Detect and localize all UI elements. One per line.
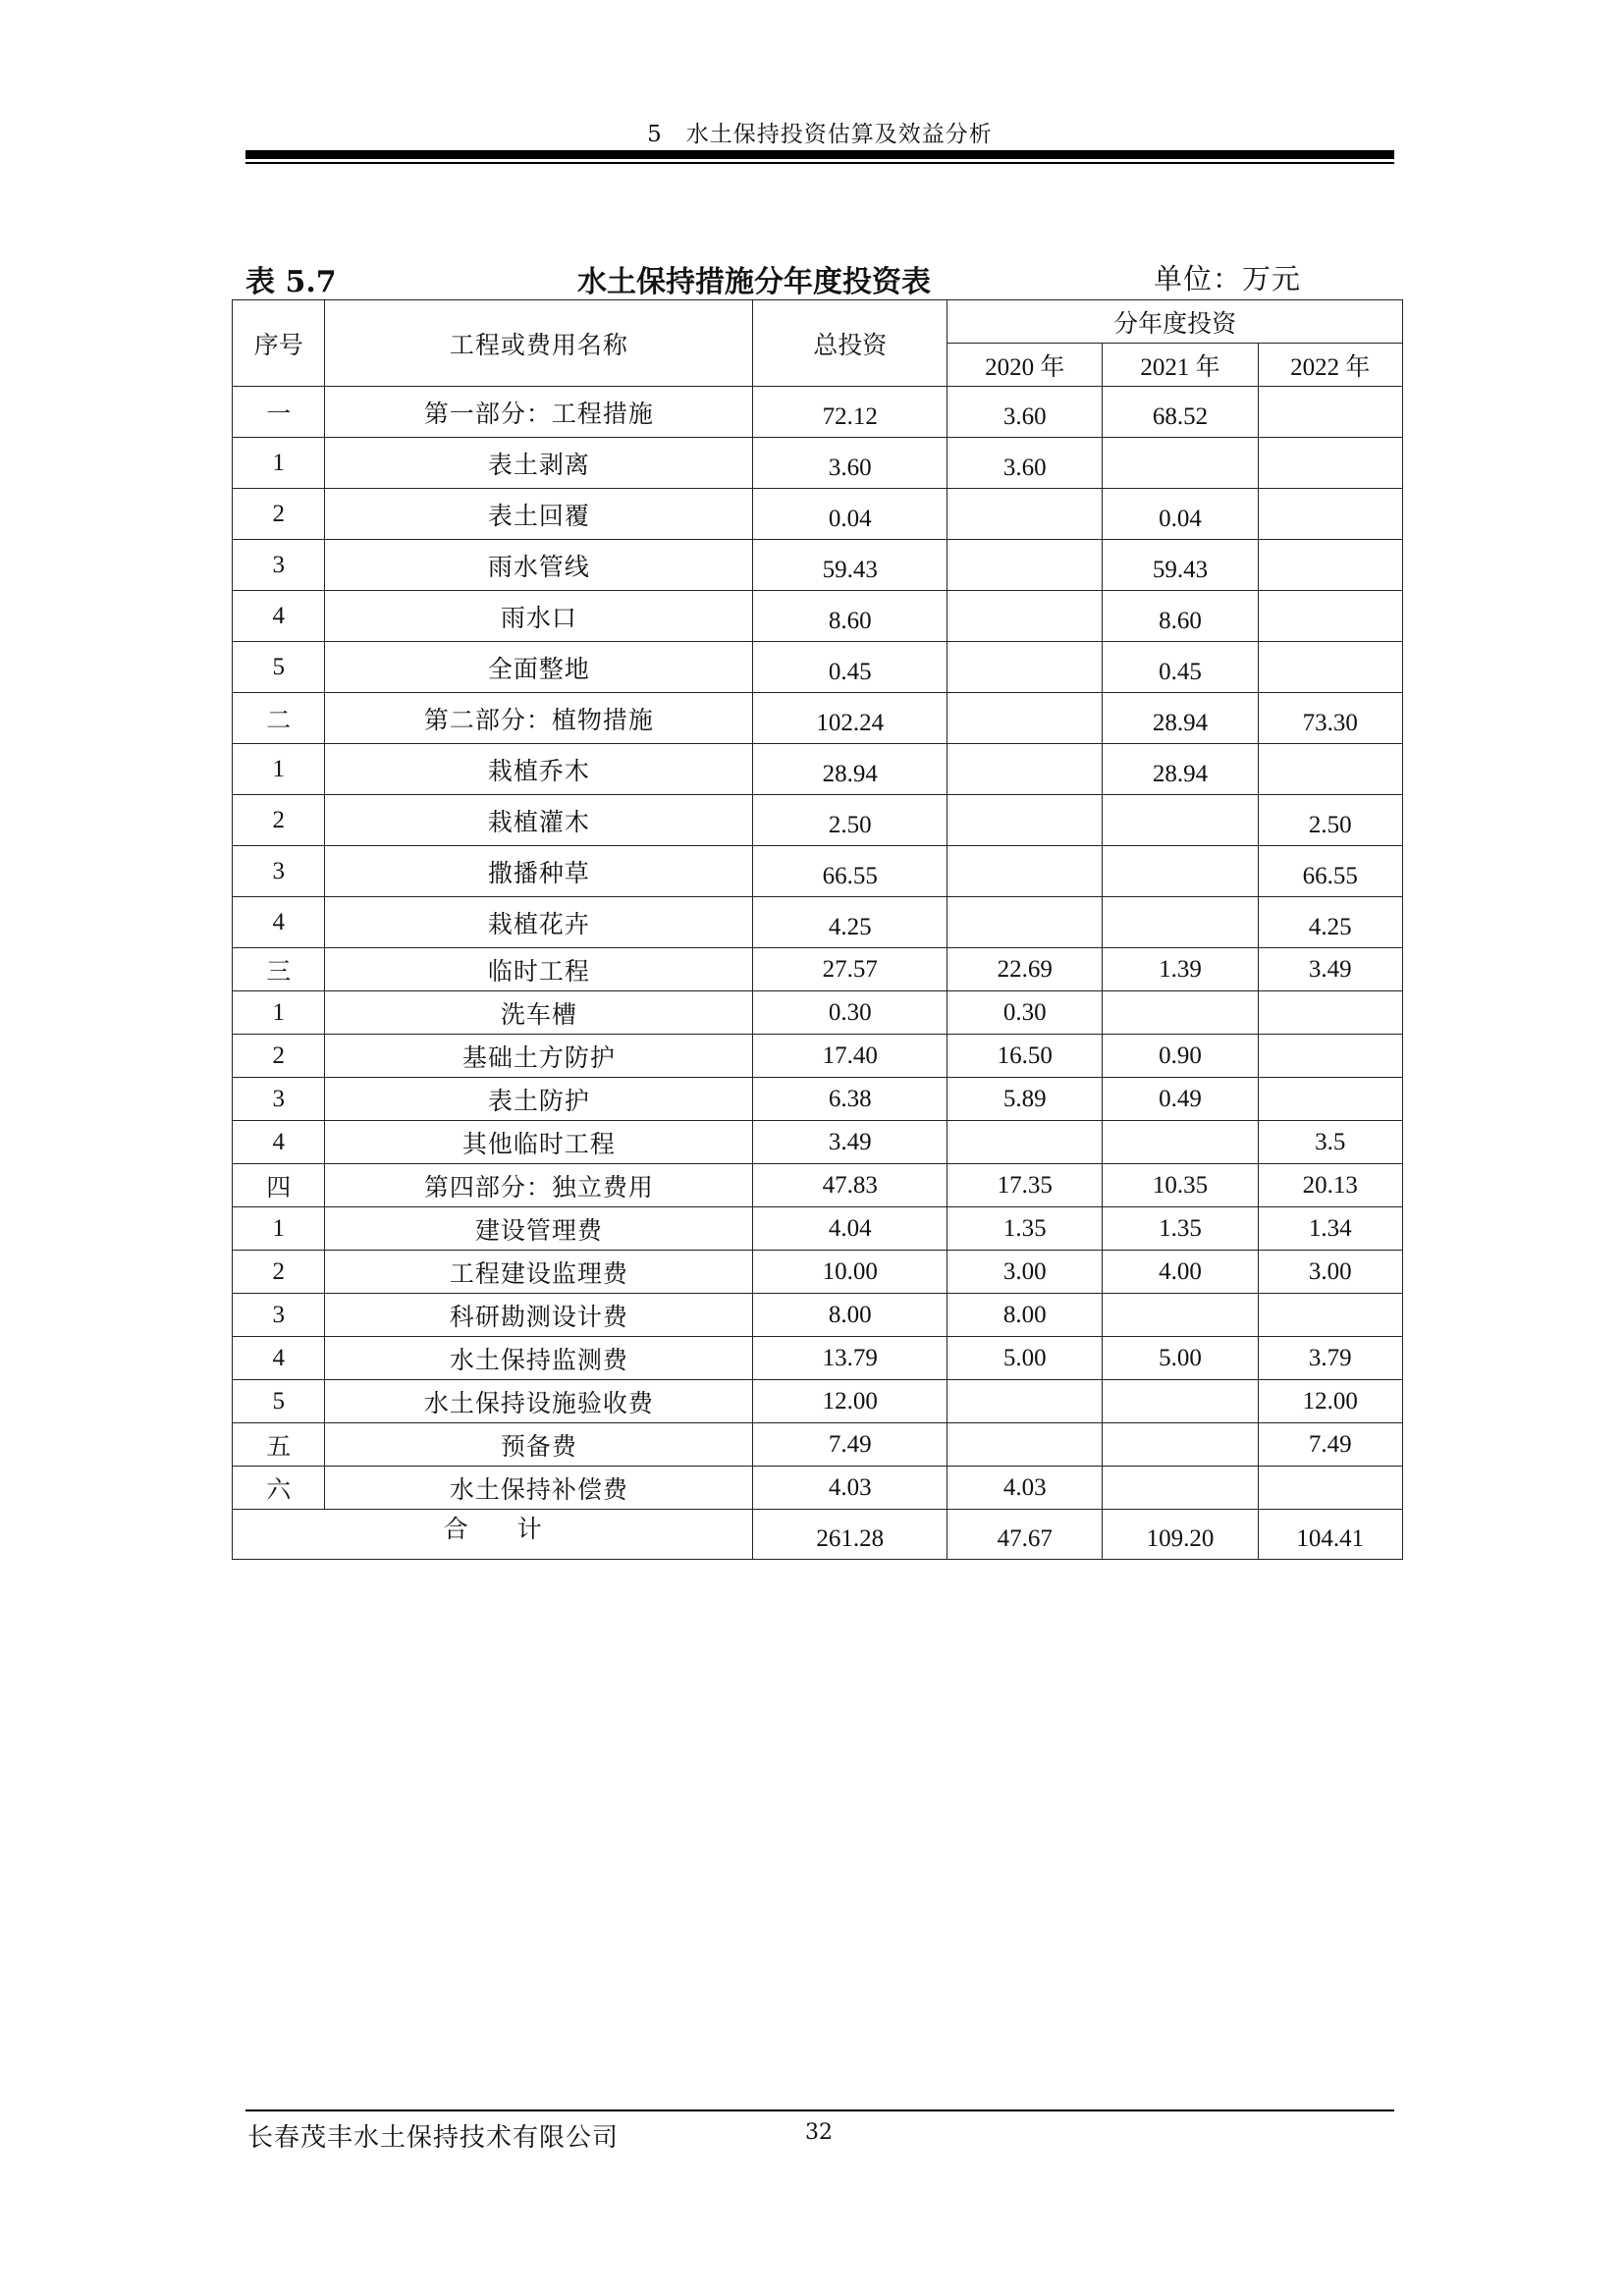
table-row bbox=[233, 1121, 1403, 1164]
table-unit: 单位：万元 bbox=[1154, 262, 1302, 295]
header-rule-thick bbox=[245, 150, 1394, 159]
cell-seq: 1 bbox=[233, 744, 325, 795]
cell-y2020 bbox=[947, 642, 1103, 693]
cell-y2021: 0.04 bbox=[1103, 489, 1258, 540]
page-number: 32 bbox=[805, 2120, 833, 2145]
cell-name: 基础土方防护 bbox=[325, 1035, 753, 1078]
cell-y2022: 3.49 bbox=[1258, 948, 1402, 991]
header-year-2021: 2021 年 bbox=[1103, 344, 1258, 387]
cell-y2021 bbox=[1103, 1423, 1258, 1467]
cell-y2021: 59.43 bbox=[1103, 540, 1258, 591]
table-row bbox=[233, 591, 1403, 642]
cell-y2021 bbox=[1103, 1121, 1258, 1164]
cell-y2020 bbox=[947, 693, 1103, 744]
cell-total: 6.38 bbox=[753, 1078, 947, 1121]
cell-y2022 bbox=[1258, 1035, 1402, 1078]
cell-y2022: 1.34 bbox=[1258, 1207, 1402, 1251]
table-row bbox=[233, 795, 1403, 846]
table-row bbox=[233, 1164, 1403, 1207]
cell-y2020: 22.69 bbox=[947, 948, 1103, 991]
cell-name: 表土防护 bbox=[325, 1078, 753, 1121]
cell-y2021: 28.94 bbox=[1103, 744, 1258, 795]
cell-name: 栽植灌木 bbox=[325, 795, 753, 846]
cell-name: 第一部分：工程措施 bbox=[325, 387, 753, 438]
cell-y2021: 0.49 bbox=[1103, 1078, 1258, 1121]
cell-seq: 2 bbox=[233, 1035, 325, 1078]
cell-total: 28.94 bbox=[753, 744, 947, 795]
cell-total: 4.04 bbox=[753, 1207, 947, 1251]
cell-total: 27.57 bbox=[753, 948, 947, 991]
header-year-2022: 2022 年 bbox=[1258, 344, 1402, 387]
cell-y2021 bbox=[1103, 897, 1258, 948]
table-row bbox=[233, 744, 1403, 795]
cell-total: 7.49 bbox=[753, 1423, 947, 1467]
cell-y2022 bbox=[1258, 1078, 1402, 1121]
cell-y2020 bbox=[947, 897, 1103, 948]
table-total-row bbox=[233, 1510, 1403, 1560]
table-row bbox=[233, 693, 1403, 744]
cell-name: 其他临时工程 bbox=[325, 1121, 753, 1164]
header-year-2020: 2020 年 bbox=[947, 344, 1103, 387]
table-row bbox=[233, 489, 1403, 540]
cell-y2020 bbox=[947, 795, 1103, 846]
table-row bbox=[233, 1294, 1403, 1337]
cell-total: 0.04 bbox=[753, 489, 947, 540]
cell-y2020: 3.60 bbox=[947, 438, 1103, 489]
header-rule-thin bbox=[245, 162, 1394, 164]
cell-total: 4.25 bbox=[753, 897, 947, 948]
cell-y2022 bbox=[1258, 642, 1402, 693]
table-body bbox=[233, 387, 1403, 1560]
cell-name: 表土剥离 bbox=[325, 438, 753, 489]
cell-y2022 bbox=[1258, 591, 1402, 642]
cell-y2021 bbox=[1103, 991, 1258, 1035]
cell-name: 栽植乔木 bbox=[325, 744, 753, 795]
cell-seq: 4 bbox=[233, 897, 325, 948]
cell-seq: 3 bbox=[233, 1294, 325, 1337]
cell-y2021 bbox=[1103, 1294, 1258, 1337]
table-row bbox=[233, 540, 1403, 591]
cell-y2020: 3.60 bbox=[947, 387, 1103, 438]
header-name: 工程或费用名称 bbox=[325, 300, 753, 387]
cell-seq: 1 bbox=[233, 1207, 325, 1251]
cell-y2021 bbox=[1103, 1467, 1258, 1510]
cell-y2020 bbox=[947, 1423, 1103, 1467]
table-row bbox=[233, 1251, 1403, 1294]
investment-table bbox=[232, 299, 1403, 1560]
table-row bbox=[233, 897, 1403, 948]
table-header-row bbox=[233, 300, 1403, 344]
cell-y2022 bbox=[1258, 438, 1402, 489]
cell-y2020: 16.50 bbox=[947, 1035, 1103, 1078]
table-row bbox=[233, 948, 1403, 991]
cell-total: 3.49 bbox=[753, 1121, 947, 1164]
cell-y2022: 7.49 bbox=[1258, 1423, 1402, 1467]
cell-y2021: 0.45 bbox=[1103, 642, 1258, 693]
cell-y2021: 1.35 bbox=[1103, 1207, 1258, 1251]
table-number: 表 5.7 bbox=[245, 265, 337, 299]
cell-y2022 bbox=[1258, 489, 1402, 540]
cell-y2020: 8.00 bbox=[947, 1294, 1103, 1337]
table-row bbox=[233, 1207, 1403, 1251]
cell-seq: 5 bbox=[233, 1380, 325, 1423]
cell-y2022: 2.50 bbox=[1258, 795, 1402, 846]
cell-name: 水土保持补偿费 bbox=[325, 1467, 753, 1510]
cell-y2021 bbox=[1103, 846, 1258, 897]
cell-name: 栽植花卉 bbox=[325, 897, 753, 948]
cell-seq: 三 bbox=[233, 948, 325, 991]
cell-total: 13.79 bbox=[753, 1337, 947, 1380]
cell-y2022 bbox=[1258, 991, 1402, 1035]
cell-y2022: 20.13 bbox=[1258, 1164, 1402, 1207]
cell-seq: 3 bbox=[233, 846, 325, 897]
cell-y2022: 66.55 bbox=[1258, 846, 1402, 897]
cell-total: 59.43 bbox=[753, 540, 947, 591]
cell-seq: 2 bbox=[233, 795, 325, 846]
cell-seq: 六 bbox=[233, 1467, 325, 1510]
cell-seq: 4 bbox=[233, 591, 325, 642]
table-title: 水土保持措施分年度投资表 bbox=[577, 265, 931, 299]
cell-y2020 bbox=[947, 591, 1103, 642]
cell-y2021: 4.00 bbox=[1103, 1251, 1258, 1294]
cell-seq: 五 bbox=[233, 1423, 325, 1467]
cell-total: 3.60 bbox=[753, 438, 947, 489]
cell-name: 表土回覆 bbox=[325, 489, 753, 540]
cell-y2022: 3.00 bbox=[1258, 1251, 1402, 1294]
cell-y2021: 10.35 bbox=[1103, 1164, 1258, 1207]
cell-y2020 bbox=[947, 744, 1103, 795]
header-annual: 分年度投资 bbox=[947, 300, 1403, 344]
cell-y2021: 5.00 bbox=[1103, 1337, 1258, 1380]
cell-total: 4.03 bbox=[753, 1467, 947, 1510]
table-row bbox=[233, 438, 1403, 489]
cell-seq: 3 bbox=[233, 540, 325, 591]
cell-name: 洗车槽 bbox=[325, 991, 753, 1035]
cell-y2022 bbox=[1258, 1294, 1402, 1337]
cell-y2021: 8.60 bbox=[1103, 591, 1258, 642]
total-cell-y2021: 109.20 bbox=[1103, 1510, 1258, 1560]
cell-y2021 bbox=[1103, 438, 1258, 489]
cell-total: 8.60 bbox=[753, 591, 947, 642]
header-total: 总投资 bbox=[753, 300, 947, 387]
cell-name: 工程建设监理费 bbox=[325, 1251, 753, 1294]
table-row bbox=[233, 1078, 1403, 1121]
table-row bbox=[233, 1380, 1403, 1423]
cell-name: 雨水管线 bbox=[325, 540, 753, 591]
footer-company: 长春茂丰水土保持技术有限公司 bbox=[247, 2123, 620, 2153]
cell-y2021: 28.94 bbox=[1103, 693, 1258, 744]
cell-y2022 bbox=[1258, 744, 1402, 795]
cell-y2020: 1.35 bbox=[947, 1207, 1103, 1251]
cell-total: 0.30 bbox=[753, 991, 947, 1035]
cell-name: 第四部分：独立费用 bbox=[325, 1164, 753, 1207]
cell-name: 建设管理费 bbox=[325, 1207, 753, 1251]
cell-name: 撒播种草 bbox=[325, 846, 753, 897]
cell-y2022 bbox=[1258, 1467, 1402, 1510]
cell-name: 雨水口 bbox=[325, 591, 753, 642]
table-row bbox=[233, 991, 1403, 1035]
total-label: 合 计 bbox=[233, 1510, 753, 1560]
table-row bbox=[233, 1423, 1403, 1467]
cell-y2020 bbox=[947, 540, 1103, 591]
cell-total: 47.83 bbox=[753, 1164, 947, 1207]
cell-y2020 bbox=[947, 846, 1103, 897]
cell-seq: 2 bbox=[233, 489, 325, 540]
cell-y2021 bbox=[1103, 1380, 1258, 1423]
table-row bbox=[233, 1467, 1403, 1510]
cell-total: 17.40 bbox=[753, 1035, 947, 1078]
cell-seq: 2 bbox=[233, 1251, 325, 1294]
cell-y2020: 17.35 bbox=[947, 1164, 1103, 1207]
cell-y2020 bbox=[947, 489, 1103, 540]
cell-name: 预备费 bbox=[325, 1423, 753, 1467]
cell-name: 水土保持设施验收费 bbox=[325, 1380, 753, 1423]
cell-name: 全面整地 bbox=[325, 642, 753, 693]
cell-y2022: 4.25 bbox=[1258, 897, 1402, 948]
cell-y2021: 1.39 bbox=[1103, 948, 1258, 991]
cell-total: 2.50 bbox=[753, 795, 947, 846]
cell-y2020 bbox=[947, 1121, 1103, 1164]
cell-total: 102.24 bbox=[753, 693, 947, 744]
cell-y2021 bbox=[1103, 795, 1258, 846]
cell-name: 水土保持监测费 bbox=[325, 1337, 753, 1380]
cell-total: 12.00 bbox=[753, 1380, 947, 1423]
cell-y2022: 12.00 bbox=[1258, 1380, 1402, 1423]
cell-total: 72.12 bbox=[753, 387, 947, 438]
cell-y2022: 3.79 bbox=[1258, 1337, 1402, 1380]
cell-y2022: 73.30 bbox=[1258, 693, 1402, 744]
cell-total: 10.00 bbox=[753, 1251, 947, 1294]
cell-seq: 3 bbox=[233, 1078, 325, 1121]
cell-y2021: 0.90 bbox=[1103, 1035, 1258, 1078]
cell-total: 0.45 bbox=[753, 642, 947, 693]
cell-seq: 1 bbox=[233, 991, 325, 1035]
total-cell-y2020: 47.67 bbox=[947, 1510, 1103, 1560]
footer-rule bbox=[245, 2109, 1394, 2111]
cell-seq: 四 bbox=[233, 1164, 325, 1207]
header-seq: 序号 bbox=[233, 300, 325, 387]
cell-name: 第二部分：植物措施 bbox=[325, 693, 753, 744]
total-cell-total: 261.28 bbox=[753, 1510, 947, 1560]
table-row bbox=[233, 1035, 1403, 1078]
cell-seq: 一 bbox=[233, 387, 325, 438]
cell-total: 66.55 bbox=[753, 846, 947, 897]
table-caption bbox=[245, 257, 1326, 299]
cell-y2022: 3.5 bbox=[1258, 1121, 1402, 1164]
cell-name: 科研勘测设计费 bbox=[325, 1294, 753, 1337]
table-row bbox=[233, 846, 1403, 897]
cell-y2022 bbox=[1258, 540, 1402, 591]
table-row bbox=[233, 1337, 1403, 1380]
total-cell-y2022: 104.41 bbox=[1258, 1510, 1402, 1560]
cell-seq: 4 bbox=[233, 1337, 325, 1380]
cell-y2021: 68.52 bbox=[1103, 387, 1258, 438]
table-row bbox=[233, 387, 1403, 438]
running-header: 5 水土保持投资估算及效益分析 bbox=[647, 122, 993, 147]
cell-seq: 5 bbox=[233, 642, 325, 693]
cell-total: 8.00 bbox=[753, 1294, 947, 1337]
cell-seq: 1 bbox=[233, 438, 325, 489]
cell-seq: 二 bbox=[233, 693, 325, 744]
cell-y2020: 4.03 bbox=[947, 1467, 1103, 1510]
cell-y2020: 5.89 bbox=[947, 1078, 1103, 1121]
cell-y2020: 5.00 bbox=[947, 1337, 1103, 1380]
cell-y2020 bbox=[947, 1380, 1103, 1423]
cell-y2022 bbox=[1258, 387, 1402, 438]
cell-name: 临时工程 bbox=[325, 948, 753, 991]
cell-seq: 4 bbox=[233, 1121, 325, 1164]
table-row bbox=[233, 642, 1403, 693]
cell-y2020: 0.30 bbox=[947, 991, 1103, 1035]
cell-y2020: 3.00 bbox=[947, 1251, 1103, 1294]
